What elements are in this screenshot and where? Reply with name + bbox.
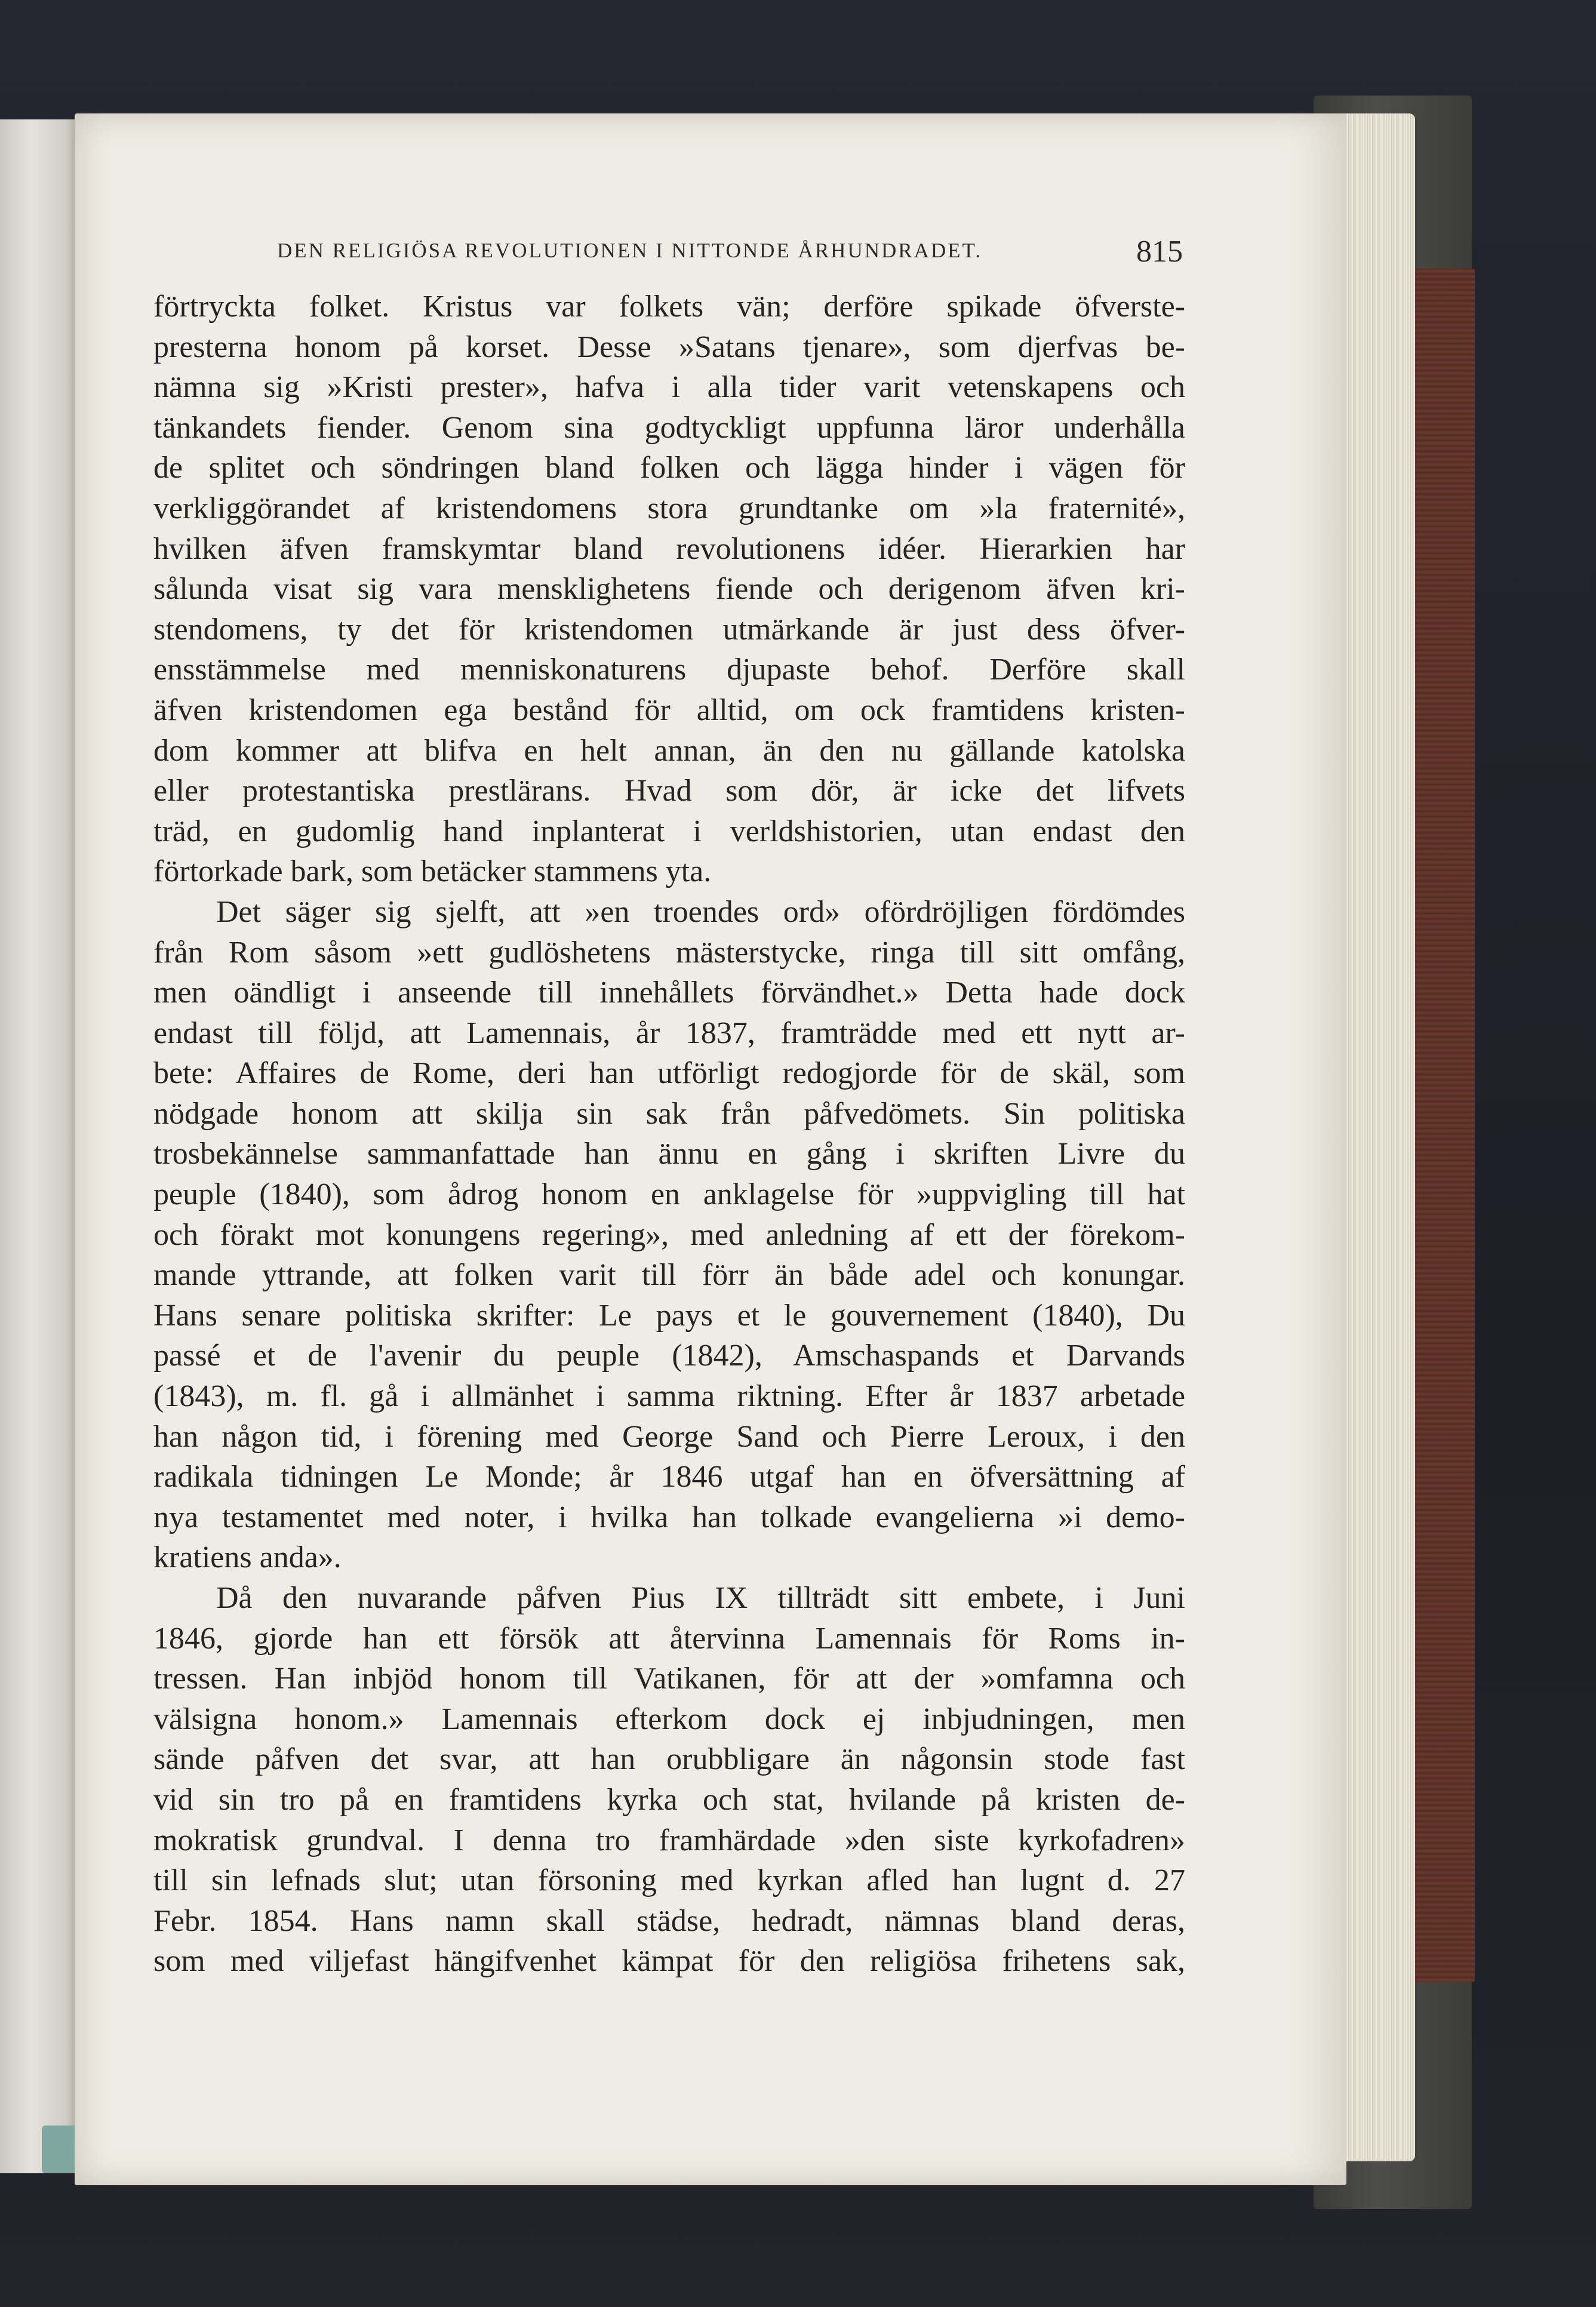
running-title: DEN RELIGIÖSA REVOLUTIONEN I NITTONDE ÅRHUNDRADET. bbox=[277, 239, 983, 262]
text-line: äfven kristendomen ega bestånd för alltid, om ock framtidens kristen- bbox=[153, 693, 1185, 727]
text-line: de splitet och söndringen bland folken och lägga hinder i vägen för bbox=[153, 451, 1185, 485]
text-line: eller protestantiska prestlärans. Hvad som dör, är icke det lifvets bbox=[153, 774, 1185, 808]
text-line: passé et de l'avenir du peuple (1842), Amschaspands et Darvands bbox=[153, 1339, 1185, 1373]
text-line: sände påfven det svar, att han orubbligare än någonsin stode fast bbox=[153, 1742, 1185, 1777]
text-line: bete: Affaires de Rome, deri han utförligt redogjorde för de skäl, som bbox=[153, 1056, 1185, 1091]
text-line: sålunda visat sig vara mensklighetens fiende och derigenom äfven kri- bbox=[153, 572, 1185, 607]
text-line: radikala tidningen Le Monde; år 1846 utgaf han en öfversättning af bbox=[153, 1460, 1185, 1494]
text-line: till sin lefnads slut; utan försoning med kyrkan afled han lugnt d. 27 bbox=[153, 1863, 1185, 1898]
text-line: som med viljefast hängifvenhet kämpat för den religiösa frihetens sak, bbox=[153, 1944, 1185, 1979]
text-line: Det säger sig sjelft, att »en troendes ord» ofördröjligen fördömdes bbox=[216, 894, 1185, 929]
text-line: välsigna honom.» Lamennais efterkom dock ej inbjudningen, men bbox=[153, 1702, 1185, 1736]
text-line: stendomens, ty det för kristendomen utmärkande är just dess öfver- bbox=[153, 612, 1185, 647]
text-line: nödgade honom att skilja sin sak från påfvedömets. Sin politiska bbox=[153, 1096, 1185, 1131]
text-line: tänkandets fiender. Genom sina godtyckligt uppfunna läror underhålla bbox=[153, 410, 1185, 445]
text-line: presterna honom på korset. Desse »Satans tjenare», som djerfvas be- bbox=[153, 330, 1185, 364]
text-line: endast till följd, att Lamennais, år 1837, framträdde med ett nytt ar- bbox=[153, 1016, 1185, 1050]
text-line: nya testamentet med noter, i hvilka han tolkade evangelierna »i demo- bbox=[153, 1500, 1185, 1534]
leather-spine bbox=[1409, 269, 1475, 1982]
page-header bbox=[239, 234, 1194, 270]
text-line: nämna sig »Kristi prester», hafva i alla tider varit vetenskapens och bbox=[153, 370, 1185, 405]
text-line: förtryckta folket. Kristus var folkets vän; derföre spikade öfverste- bbox=[153, 290, 1185, 324]
text-line: Febr. 1854. Hans namn skall städse, hedradt, nämnas bland deras, bbox=[153, 1903, 1185, 1938]
body-text bbox=[153, 287, 1185, 1982]
text-line: förtorkade bark, som betäcker stammens yta. bbox=[153, 854, 712, 889]
text-line: trosbekännelse sammanfattade han ännu en gång i skriften Livre du bbox=[153, 1137, 1185, 1171]
text-line: mande yttrande, att folken varit till förr än både adel och konungar. bbox=[153, 1258, 1185, 1293]
text-line: verkliggörandet af kristendomens stora grundtanke om »la fraternité», bbox=[153, 491, 1185, 525]
text-line: dom kommer att blifva en helt annan, än den nu gällande katolska bbox=[153, 733, 1185, 768]
text-line: (1843), m. fl. gå i allmänhet i samma riktning. Efter år 1837 arbetade bbox=[153, 1379, 1185, 1414]
text-line: vid sin tro på en framtidens kyrka och stat, hvilande på kristen de- bbox=[153, 1782, 1185, 1817]
text-line: från Rom såsom »ett gudlöshetens mästerstycke, ringa till sitt omfång, bbox=[153, 935, 1185, 970]
text-line: peuple (1840), som ådrog honom en anklagelse för »uppvigling till hat bbox=[153, 1177, 1185, 1212]
text-line: ensstämmelse med menniskonaturens djupaste behof. Derföre skall bbox=[153, 653, 1185, 687]
text-line: tressen. Han inbjöd honom till Vatikanen, för att der »omfamna och bbox=[153, 1662, 1185, 1696]
text-line: och förakt mot konungens regering», med anledning af ett der förekom- bbox=[153, 1217, 1185, 1252]
page-number: 815 bbox=[1136, 235, 1183, 269]
text-line: han någon tid, i förening med George Sand och Pierre Leroux, i den bbox=[153, 1419, 1185, 1454]
text-line: 1846, gjorde han ett försök att återvinna Lamennais för Roms in- bbox=[153, 1621, 1185, 1656]
page-stack-edges bbox=[1334, 113, 1415, 2161]
text-line: hvilken äfven framskymtar bland revolutionens idéer. Hierarkien har bbox=[153, 531, 1185, 566]
text-line: kratiens anda». bbox=[153, 1540, 342, 1575]
text-line: träd, en gudomlig hand inplanterat i verldshistorien, utan endast den bbox=[153, 814, 1185, 848]
text-line: Då den nuvarande påfven Pius IX tillträdt sitt embete, i Juni bbox=[216, 1581, 1185, 1615]
facing-page-edge bbox=[0, 119, 78, 2173]
text-line: men oändligt i anseende till innehållets förvändhet.» Detta hade dock bbox=[153, 976, 1185, 1010]
text-line: mokratisk grundval. I denna tro framhärdade »den siste kyrkofadren» bbox=[153, 1823, 1185, 1857]
text-line: Hans senare politiska skrifter: Le pays et le gouvernement (1840), Du bbox=[153, 1298, 1185, 1333]
